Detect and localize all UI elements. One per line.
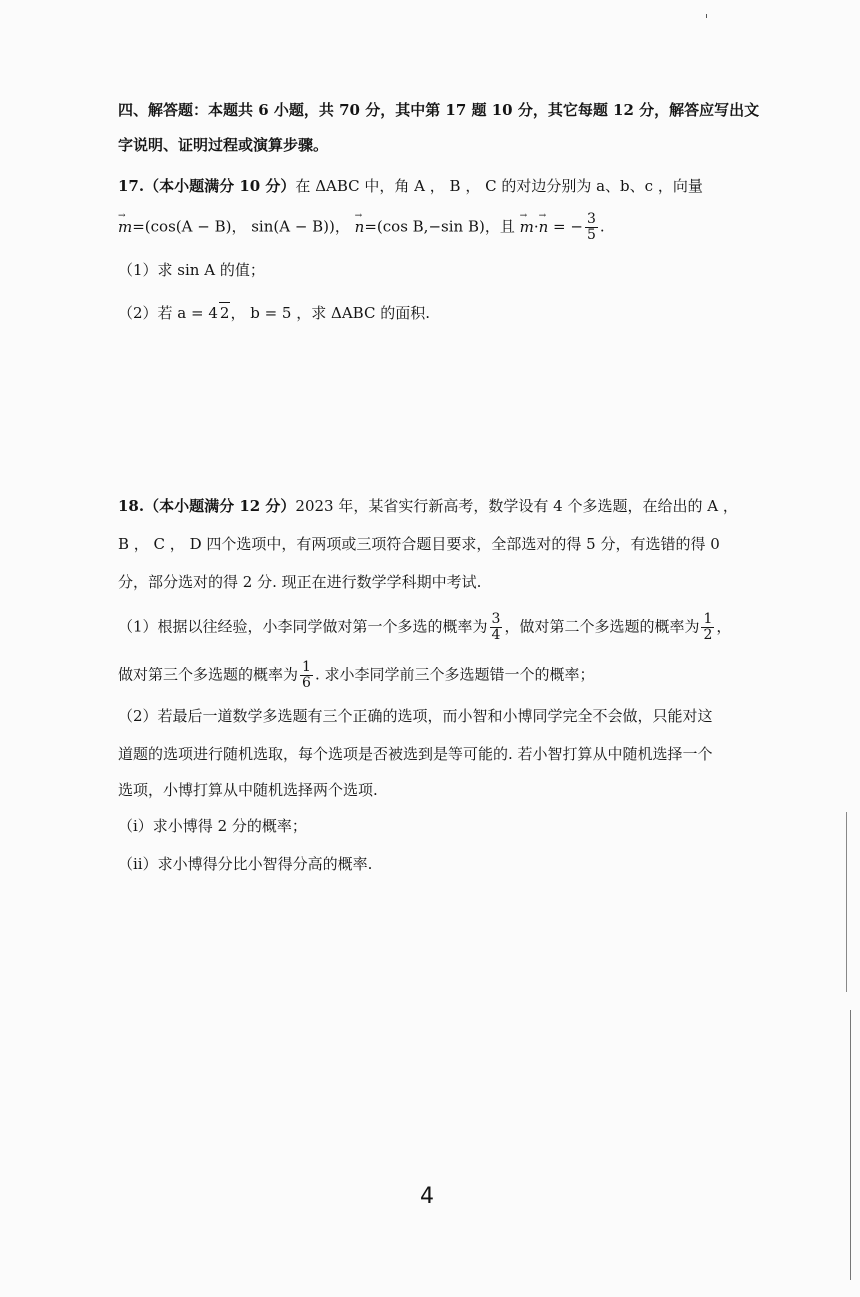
q17-head: 17.（本小题满分 10 分） — [118, 177, 296, 195]
q18-line1-text: 2023 年，某省实行新高考，数学设有 4 个多选题，在给出的 A ， — [295, 497, 738, 515]
q18-head: 18.（本小题满分 12 分） — [118, 497, 296, 515]
vector-m-dot: → m — [520, 217, 534, 237]
q18-line-3: 分，部分选对的得 2 分. 现正在进行数学学科期中考试. — [118, 573, 482, 591]
q18-part1-line-2 — [118, 660, 594, 691]
p1-d: 做对第三个多选题的概率为 — [118, 665, 299, 684]
q18-part2-line-3: 选项，小博打算从中随机选择两个选项. — [118, 781, 378, 799]
vector-n-def: =(cos B,−sin B)，且 — [364, 217, 520, 236]
end-period: . — [599, 217, 605, 236]
fraction-num: 1 — [302, 659, 311, 675]
section-heading-line-1: 四、解答题：本题共 6 小题，共 70 分，其中第 17 题 10 分，其它每题 12 分，解答应写出文 — [118, 101, 760, 119]
fraction-1-2 — [701, 612, 714, 643]
vector-m: → m — [118, 217, 132, 237]
p1-c: ， — [716, 617, 732, 636]
fraction-num: 3 — [586, 211, 596, 227]
scan-edge-line-lower — [850, 1010, 851, 1280]
q17-part1: （1）求 sin A 的值； — [118, 261, 265, 279]
p1-e: . 求小李同学前三个多选题错一个的概率； — [314, 665, 595, 684]
fraction-num: 3 — [491, 611, 501, 627]
vector-n-dot: → n — [539, 217, 549, 237]
scan-edge-line — [846, 812, 847, 992]
fraction-3-5 — [585, 212, 598, 243]
fraction-den: 4 — [491, 627, 501, 643]
q18-sub-2: （ii）求小博得分比小智得分高的概率. — [118, 855, 373, 873]
vector-n: → n — [355, 217, 365, 237]
q17-part2-pre: （2）若 a = 4 — [118, 304, 218, 322]
q18-part1-line-1 — [118, 612, 731, 643]
section-heading-line-2: 字说明、证明过程或演算步骤。 — [118, 136, 329, 154]
fraction-den: 5 — [586, 227, 596, 243]
q18-line-1 — [118, 496, 738, 516]
q17-part2 — [118, 302, 430, 323]
page-number: 4 — [420, 1184, 434, 1209]
q17-intro-text: 在 ΔABC 中，角 A ， B ， C 的对边分别为 a、b、c ，向量 — [295, 177, 703, 195]
sqrt-radicand: 2 — [219, 304, 230, 322]
fraction-1-6 — [300, 660, 313, 691]
q18-part2-line-1: （2）若最后一道数学多选题有三个正确的选项，而小智和小博同学完全不会做，只能对这 — [118, 707, 713, 725]
dot-eq: = − — [548, 217, 583, 236]
sqrt-2 — [219, 302, 231, 323]
fraction-den: 6 — [302, 675, 311, 691]
q17-part2-post: ， b = 5 ，求 ΔABC 的面积. — [230, 304, 430, 322]
q17-vectors — [118, 212, 605, 243]
dot-symbol: · — [533, 217, 539, 236]
fraction-3-4 — [490, 612, 503, 643]
p1-a: （1）根据以往经验，小李同学做对第一个多选的概率为 — [118, 617, 488, 636]
fraction-den: 2 — [703, 627, 713, 643]
q18-sub-1: （i）求小博得 2 分的概率； — [118, 817, 307, 835]
scan-speck — [706, 14, 707, 18]
q18-line-2: B ， C ， D 四个选项中，有两项或三项符合题目要求，全部选对的得 5 分，有选错的得 0 — [118, 535, 720, 553]
q18-part2-line-2: 道题的选项进行随机选取，每个选项是否被选到是等可能的. 若小智打算从中随机选择一个 — [118, 745, 713, 763]
fraction-num: 1 — [703, 611, 713, 627]
vector-m-def: =(cos(A − B)， sin(A − B))， — [132, 217, 355, 236]
p1-b: ，做对第二个多选题的概率为 — [504, 617, 700, 636]
q17-intro — [118, 176, 703, 196]
